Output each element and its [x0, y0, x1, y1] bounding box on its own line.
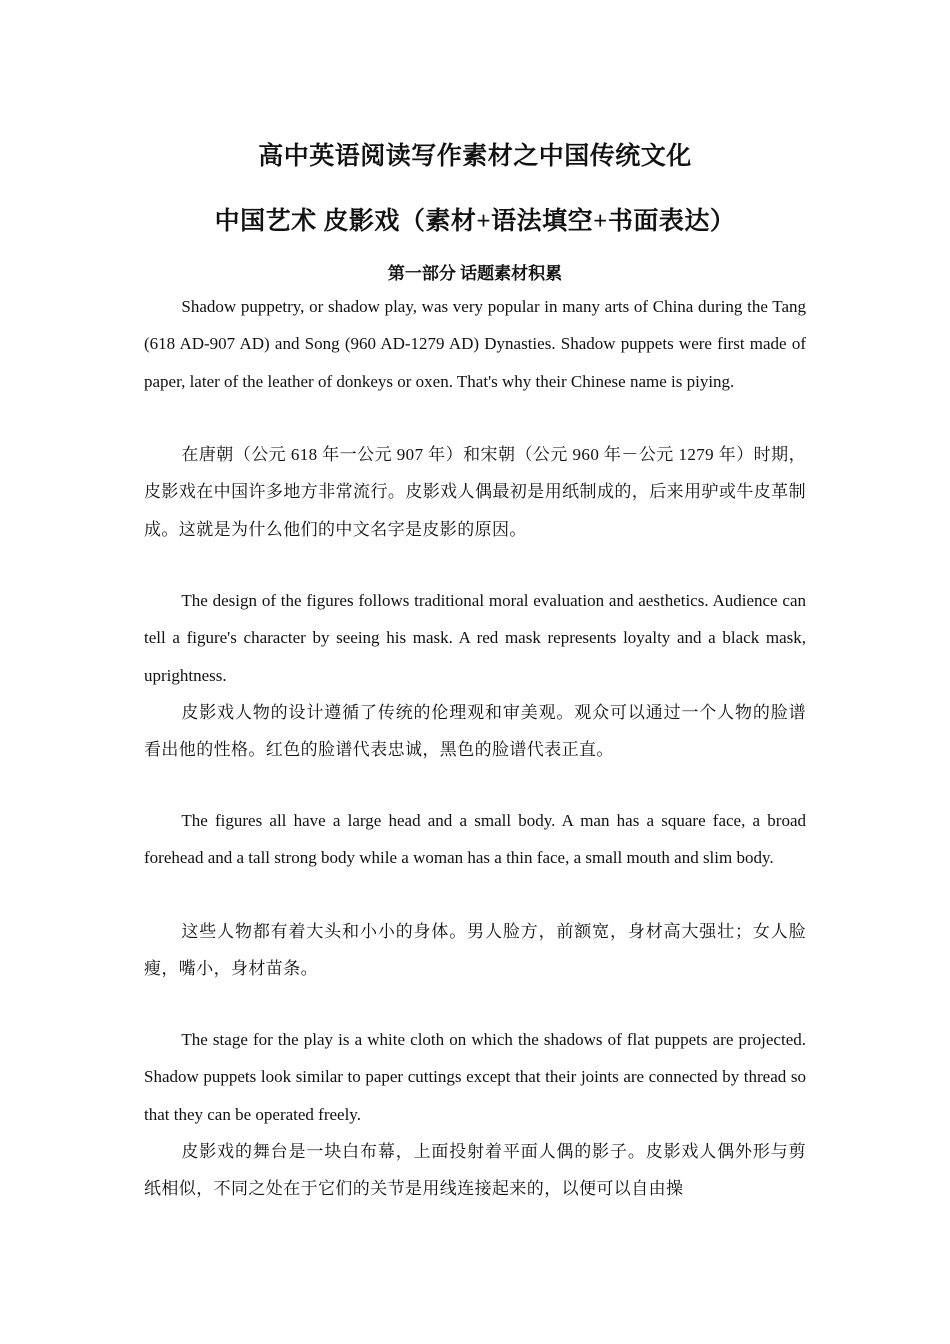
document-subtitle: 中国艺术 皮影戏（素材+语法填空+书面表达）: [214, 208, 736, 235]
paragraph-3-english: The figures all have a large head and a small body. A man has a square face, a broad forehead and a tall strong body while a woman has a thin face, a small mouth and slim body.: [144, 811, 806, 868]
paragraph-2-chinese: 皮影戏人物的设计遵循了传统的伦理观和审美观。观众可以通过一个人物的脸谱看出他的性格。红色的脸谱代表忠诚，黑色的脸谱代表正直。: [144, 703, 806, 760]
paragraph-1-chinese: 在唐朝（公元 618 年一公元 907 年）和宋朝（公元 960 年－公元 1279 年）时期，皮影戏在中国许多地方非常流行。皮影戏人偶最初是用纸制成的，后来用驴或牛皮革制成。这就是为什么他们的中文名字是皮影的原因。: [144, 445, 806, 539]
paragraph-4-chinese: 皮影戏的舞台是一块白布幕，上面投射着平面人偶的影子。皮影戏人偶外形与剪纸相似，不同之处在于它们的关节是用线连接起来的，以便可以自由操: [144, 1142, 806, 1199]
section-heading: 第一部分 话题素材积累: [387, 264, 563, 283]
document-title: 高中英语阅读写作素材之中国传统文化: [258, 143, 692, 170]
paragraph-2-english: The design of the figures follows traditional moral evaluation and aesthetics. Audience can tell a figure's character by seeing his mask. A red mask represents loyalty and a black mask, uprightness.: [144, 591, 806, 685]
paragraph-3-chinese: 这些人物都有着大头和小小的身体。男人脸方，前额宽，身材高大强壮；女人脸瘦，嘴小，身材苗条。: [144, 922, 806, 979]
document-page: [144, 0, 806, 1344]
paragraph-4-english: The stage for the play is a white cloth on which the shadows of flat puppets are projected. Shadow puppets look similar to paper cuttings except that their joints are connected by thread so that they can be operated freely.: [144, 1030, 806, 1124]
paragraph-1-english: Shadow puppetry, or shadow play, was very popular in many arts of China during the Tang (618 AD-907 AD) and Song (960 AD-1279 AD) Dynasties. Shadow puppets were first made of paper, later of the leather of donkeys or oxen. That's why their Chinese name is piying.: [144, 297, 806, 391]
